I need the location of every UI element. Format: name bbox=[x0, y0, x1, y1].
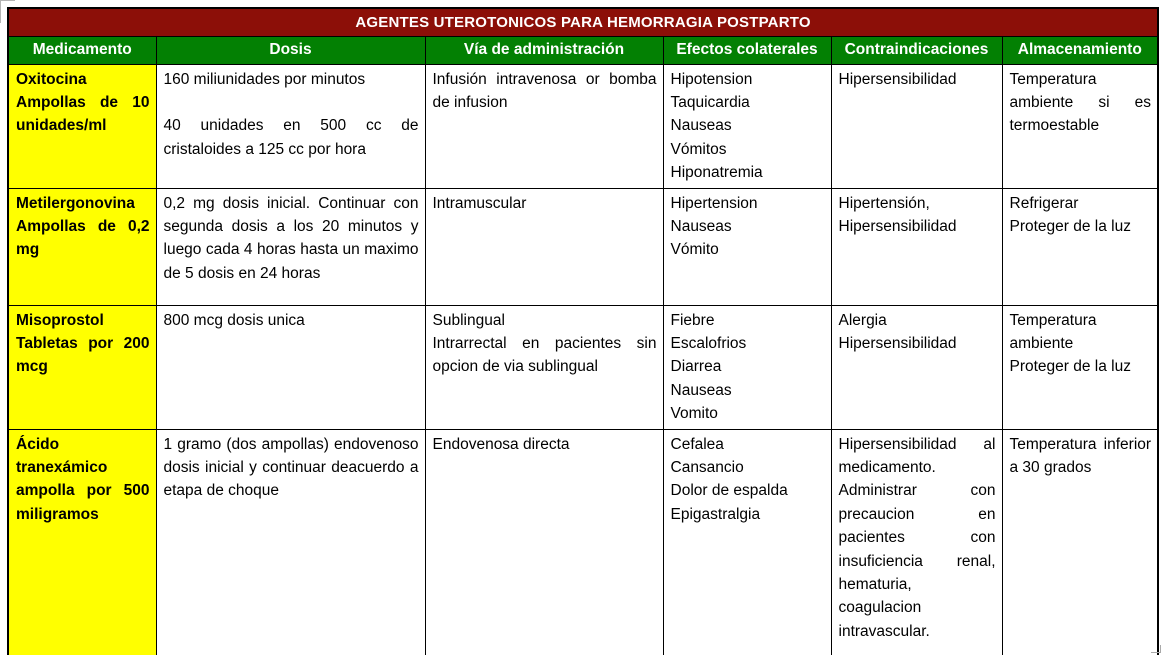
cell-dosis bbox=[156, 64, 425, 188]
column-header-via-de-administracion: Vía de administración bbox=[425, 36, 663, 64]
cell-almacenamiento bbox=[1002, 64, 1158, 188]
cell-line: Taquicardia bbox=[670, 93, 750, 111]
cell-line: Nauseas bbox=[670, 217, 732, 235]
cell-medicamento bbox=[8, 64, 156, 188]
cell-efectos-colaterales bbox=[663, 64, 831, 188]
cell-line: Vómito bbox=[670, 241, 719, 259]
cell-via-administracion bbox=[425, 188, 663, 305]
cell-line: Fiebre bbox=[670, 311, 715, 329]
cell-line: 800 mcg dosis unica bbox=[163, 311, 305, 329]
cell-dosis bbox=[156, 305, 425, 429]
cell-line: Hiponatremia bbox=[670, 164, 763, 182]
column-header-contraindicaciones: Contraindicaciones bbox=[831, 36, 1002, 64]
cell-dosis bbox=[156, 188, 425, 305]
cell-line: Endovenosa directa bbox=[432, 435, 570, 453]
cell-almacenamiento bbox=[1002, 429, 1158, 655]
cell-line: Hipersensibilidad bbox=[838, 334, 957, 352]
cell-medicamento bbox=[8, 188, 156, 305]
cell-contraindicaciones bbox=[831, 64, 1002, 188]
cell-line: Intrarrectal en pacientes sin opcion de via sublingual bbox=[432, 334, 657, 376]
table-row bbox=[8, 188, 1158, 305]
table-row bbox=[8, 64, 1158, 188]
cell-contraindicaciones bbox=[831, 188, 1002, 305]
cell-efectos-colaterales bbox=[663, 305, 831, 429]
cell-line: Refrigerar bbox=[1009, 194, 1079, 212]
page-corner-mark-bottom-right bbox=[1151, 645, 1161, 653]
column-header-almacenamiento: Almacenamiento bbox=[1002, 36, 1158, 64]
cell-medicamento bbox=[8, 429, 156, 655]
cell-line: 160 miliunidades por minutos bbox=[163, 70, 366, 88]
cell-line: Dolor de espalda bbox=[670, 482, 788, 500]
table-title-row bbox=[8, 8, 1158, 36]
cell-efectos-colaterales bbox=[663, 429, 831, 655]
cell-line: Oxitocina Ampollas de 10 unidades/ml bbox=[16, 70, 150, 135]
cell-line: Misoprostol Tabletas por 200 mcg bbox=[16, 311, 150, 376]
cell-line: 1 gramo (dos ampollas) endovenoso dosis inicial y continuar deacuerdo a etapa de choque bbox=[163, 435, 419, 500]
table-header-row bbox=[8, 36, 1158, 64]
cell-line: Hipertensión, bbox=[838, 194, 930, 212]
cell-line: Hipersensibilidad bbox=[838, 70, 957, 88]
column-header-medicamento: Medicamento bbox=[8, 36, 156, 64]
cell-line: Alergia bbox=[838, 311, 887, 329]
cell-dosis bbox=[156, 429, 425, 655]
cell-via-administracion bbox=[425, 64, 663, 188]
cell-almacenamiento bbox=[1002, 305, 1158, 429]
cell-line: Temperatura ambiente bbox=[1009, 311, 1097, 352]
cell-line: Epigastralgia bbox=[670, 505, 761, 523]
cell-medicamento bbox=[8, 305, 156, 429]
cell-line: Hipertension bbox=[670, 194, 758, 212]
cell-line: Cansancio bbox=[670, 458, 744, 476]
cell-efectos-colaterales bbox=[663, 188, 831, 305]
cell-line: Diarrea bbox=[670, 358, 722, 376]
cell-line: Ácido tranexámico ampolla por 500 miligramos bbox=[16, 435, 150, 523]
cell-via-administracion bbox=[425, 305, 663, 429]
cell-almacenamiento bbox=[1002, 188, 1158, 305]
table-title: AGENTES UTEROTONICOS PARA HEMORRAGIA POSTPARTO bbox=[8, 8, 1158, 36]
cell-line: Proteger de la luz bbox=[1009, 217, 1131, 235]
column-header-dosis: Dosis bbox=[156, 36, 425, 64]
cell-line: Sublingual bbox=[432, 311, 505, 329]
cell-contraindicaciones bbox=[831, 429, 1002, 655]
cell-line: Hipersensibilidad bbox=[838, 217, 957, 235]
cell-line: 0,2 mg dosis inicial. Continuar con segunda dosis a los 20 minutos y luego cada 4 horas hasta un maximo de 5 dosis en 24 horas bbox=[163, 194, 419, 282]
cell-line: Escalofrios bbox=[670, 334, 747, 352]
cell-line: Hipotension bbox=[670, 70, 753, 88]
cell-line: 40 unidades en 500 cc de cristaloides a 125 cc por hora bbox=[163, 117, 419, 158]
cell-line: Proteger de la luz bbox=[1009, 358, 1131, 376]
cell-line: Vomito bbox=[670, 405, 718, 423]
cell-line: Temperatura inferior a 30 grados bbox=[1009, 435, 1152, 476]
cell-line: Metilergonovina Ampollas de 0,2 mg bbox=[16, 194, 150, 259]
table-row bbox=[8, 305, 1158, 429]
cell-line: Vómitos bbox=[670, 140, 727, 158]
cell-line: Infusión intravenosa or bomba de infusion bbox=[432, 70, 657, 111]
cell-line: Cefalea bbox=[670, 435, 724, 453]
cell-line bbox=[164, 91, 419, 114]
cell-line: Temperatura ambiente si es termoestable bbox=[1009, 70, 1152, 135]
table-row bbox=[8, 429, 1158, 655]
column-header-efectos-colaterales: Efectos colaterales bbox=[663, 36, 831, 64]
cell-line: Intramuscular bbox=[432, 194, 527, 212]
table-body bbox=[8, 64, 1158, 655]
cell-via-administracion bbox=[425, 429, 663, 655]
cell-line: Hipersensibilidad al medicamento. Administrar con precaucion en pacientes con insuficiencia renal, hematuria, coagulacion intravascular. bbox=[838, 435, 996, 640]
cell-contraindicaciones bbox=[831, 305, 1002, 429]
cell-line: Nauseas bbox=[670, 117, 732, 135]
uterotonics-table bbox=[7, 7, 1159, 655]
cell-line: Nauseas bbox=[670, 381, 732, 399]
